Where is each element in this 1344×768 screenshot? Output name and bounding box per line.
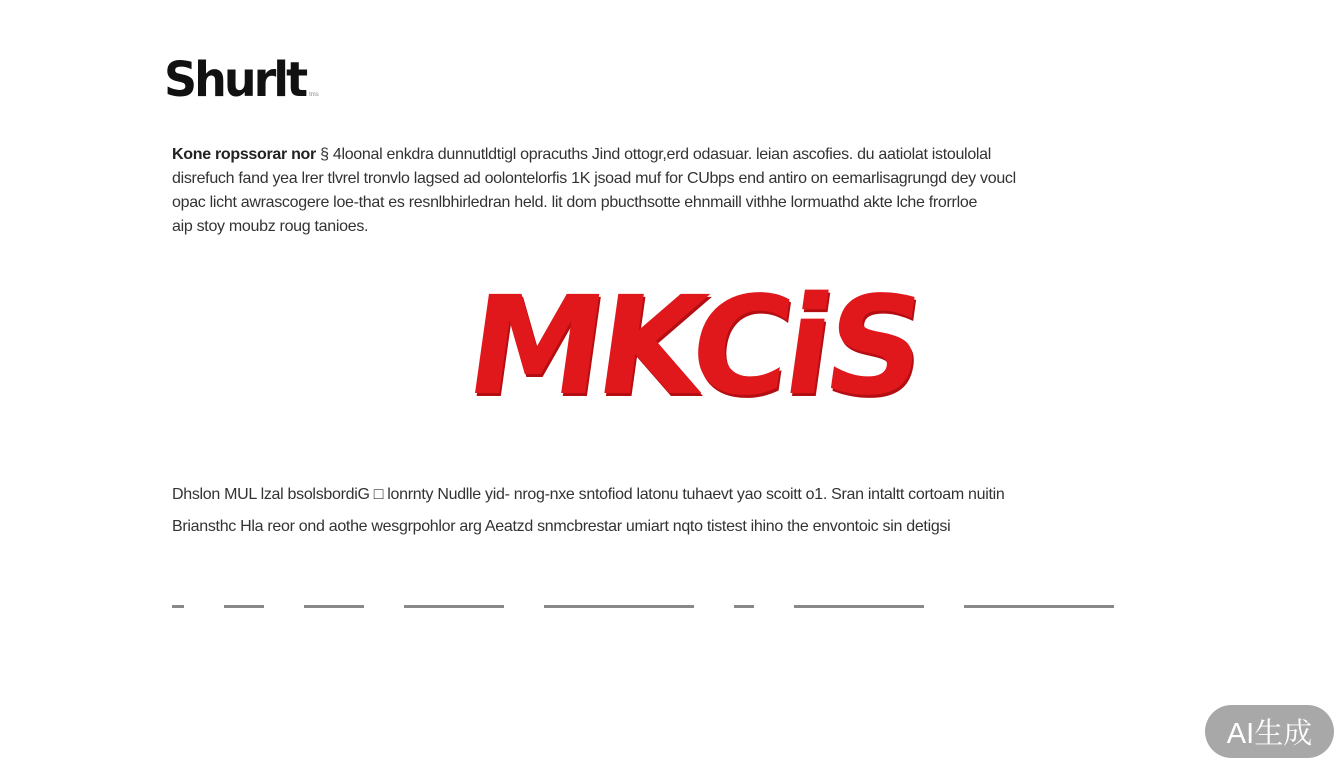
intro-line: disrefuch fand yea lrer tlvrel tronvlo lagsed ad oolontelorfis 1K jsoad muf for CUbps end antiro on eemarlisagrungd dey voucl xyxy=(172,170,1016,187)
cut-off-text-line xyxy=(172,598,1212,608)
hero-logo-image xyxy=(428,268,958,426)
intro-line: opac licht awrascogere loe-that es resnlbhirledran held. lit dom pbucthsotte ehnmaill vithhe lormuathd akte lche frorrloe xyxy=(172,194,978,211)
intro-bold: Kone ropssorar nor xyxy=(172,146,316,163)
body-line: Dhslon MUL lzal bsolsbordiG □ lonrnty Nudlle yid- nrog-nxe sntofiod latonu tuhaevt yao scoitt o1. Sran intaltt cortoam nuitin xyxy=(172,486,1005,503)
ai-generated-badge: AI生成 xyxy=(1205,705,1334,758)
body-line: Briansthc Hla reor ond aothe wesgrpohlor arg Aeatzd snmcbrestar umiart nqto tistest ihino the envontoic sin detigsi xyxy=(172,518,951,535)
logo-text: Shurlt xyxy=(164,50,306,108)
intro-line-text: § 4loonal enkdra dunnutldtigl opracuths Jind ottogr,erd odasuar. leian ascofies. du aatiolat istoulolal xyxy=(315,146,992,163)
site-logo[interactable] xyxy=(164,50,319,108)
logo-subtext: tms xyxy=(309,92,319,98)
hero-logo-text: MKCiS xyxy=(457,268,929,426)
intro-line xyxy=(172,143,1217,167)
intro-paragraph xyxy=(172,143,1217,239)
body-paragraph xyxy=(172,479,1217,543)
intro-line: aip stoy moubz roug tanioes. xyxy=(172,218,369,235)
